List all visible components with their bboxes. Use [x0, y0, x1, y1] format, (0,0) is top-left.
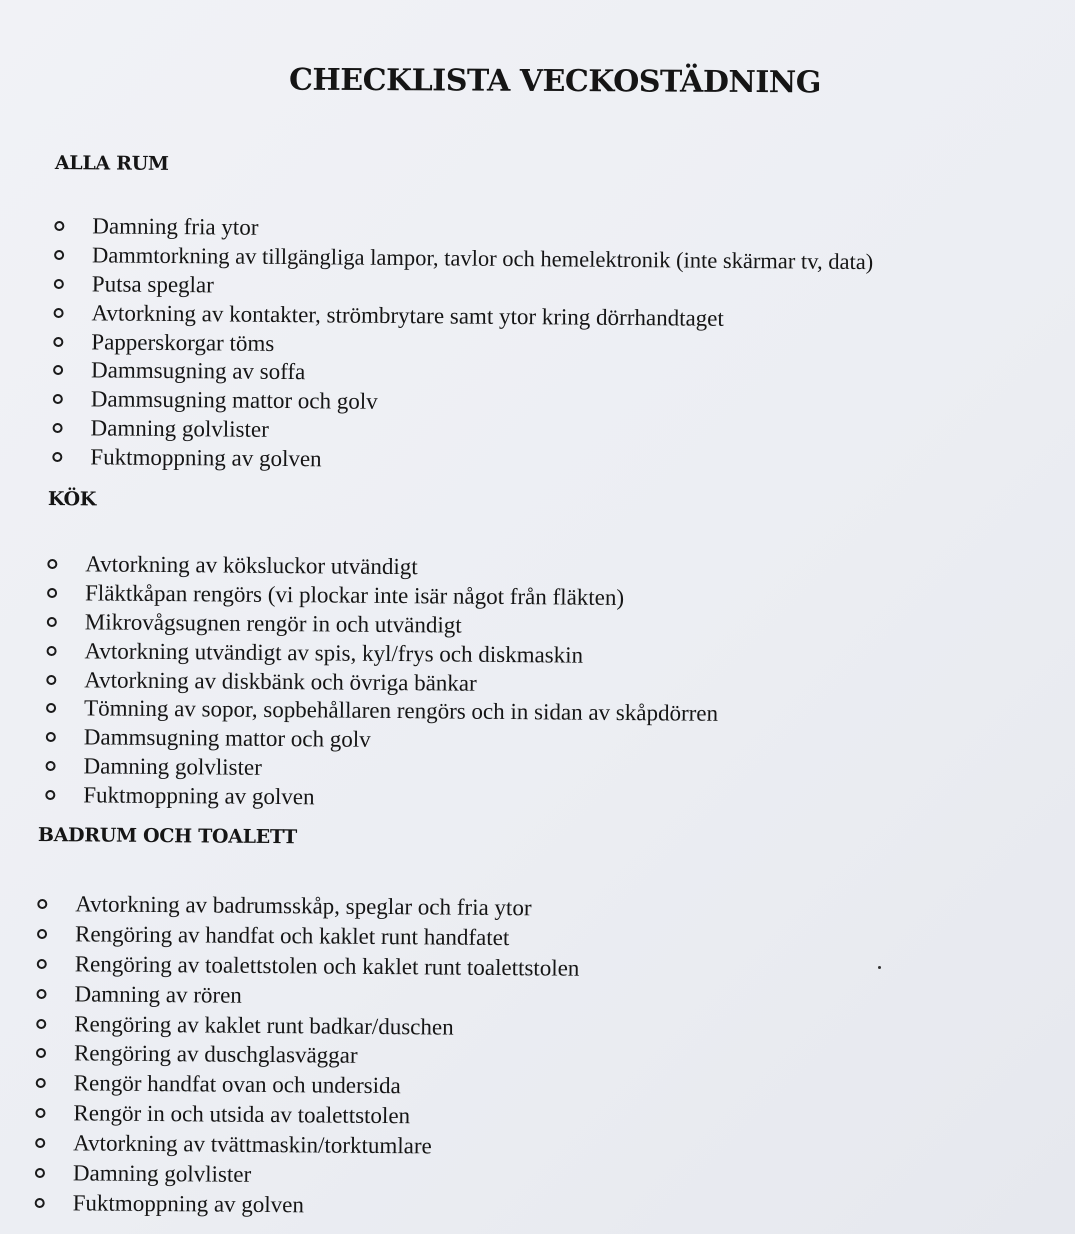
item-text: Damning golvlister [90, 415, 269, 442]
circle-bullet-icon [47, 588, 57, 598]
item-text: Fuktmoppning av golven [83, 782, 315, 810]
item-text: Damning golvlister [72, 1160, 252, 1187]
checklist-items [35, 889, 580, 1223]
item-text: Rengöring av kaklet runt badkar/duschen [74, 1010, 454, 1040]
circle-bullet-icon [37, 929, 47, 939]
list-item [35, 1188, 578, 1223]
circle-bullet-icon [46, 732, 56, 742]
checklist-items [45, 550, 719, 815]
circle-bullet-icon [35, 1138, 45, 1148]
item-text: Rengöring av toalettstolen och kaklet runt toalettstolen [74, 951, 580, 981]
section-heading: BADRUM OCH TOALETT [37, 824, 297, 849]
item-text: Dammsugning av soffa [90, 357, 306, 385]
paper-speck [878, 966, 881, 969]
item-text: Avtorkning av köksluckor utvändigt [85, 551, 418, 580]
item-text: Papperskorgar töms [91, 328, 275, 356]
circle-bullet-icon [37, 959, 47, 969]
circle-bullet-icon [54, 308, 64, 318]
circle-bullet-icon [52, 452, 62, 462]
circle-bullet-icon [47, 559, 57, 569]
circle-bullet-icon [36, 1018, 46, 1028]
circle-bullet-icon [46, 761, 56, 771]
circle-bullet-icon [36, 1048, 46, 1058]
circle-bullet-icon [46, 675, 56, 685]
circle-bullet-icon [54, 279, 64, 289]
section-badrum-och-toalett [35, 824, 581, 1223]
circle-bullet-icon [35, 1168, 45, 1178]
circle-bullet-icon [35, 1198, 45, 1208]
item-text: Avtorkning av kontakter, strömbrytare samt ytor kring dörrhandtaget [91, 300, 724, 331]
list-item [37, 949, 580, 984]
circle-bullet-icon [53, 337, 63, 347]
item-text: Avtorkning utvändigt av spis, kyl/frys och diskmaskin [84, 638, 584, 668]
circle-bullet-icon [54, 221, 64, 231]
item-text: Rengör handfat ovan och undersida [73, 1070, 401, 1099]
section-kok [45, 488, 720, 815]
item-text: Damning av rören [74, 980, 242, 1008]
circle-bullet-icon [45, 790, 55, 800]
circle-bullet-icon [53, 423, 63, 433]
item-text: Dammsugning mattor och golv [90, 386, 378, 414]
circle-bullet-icon [53, 365, 63, 375]
item-text: Rengöring av handfat och kaklet runt handfatet [74, 921, 510, 950]
list-item [37, 889, 580, 924]
circle-bullet-icon [47, 646, 57, 656]
list-item [35, 1128, 578, 1163]
section-alla-rum [52, 152, 874, 478]
circle-bullet-icon [47, 617, 57, 627]
item-text: Mikrovågsugnen rengör in och utvändigt [84, 609, 462, 638]
item-text: Putsa speglar [91, 271, 214, 298]
list-item [35, 1098, 578, 1133]
item-text: Fuktmoppning av golven [90, 444, 322, 472]
circle-bullet-icon [35, 1108, 45, 1118]
item-text: Fuktmoppning av golven [72, 1190, 305, 1218]
circle-bullet-icon [54, 250, 64, 260]
item-text: Damning fria ytor [92, 213, 259, 241]
item-text: Avtorkning av badrumsskåp, speglar och fria ytor [75, 891, 532, 921]
circle-bullet-icon [46, 703, 56, 713]
circle-bullet-icon [36, 1078, 46, 1088]
list-item [36, 1038, 579, 1073]
checklist-items [52, 212, 873, 478]
circle-bullet-icon [53, 394, 63, 404]
list-item [45, 780, 717, 815]
list-item [35, 1158, 578, 1193]
section-heading: ALLA RUM [54, 152, 169, 175]
item-text: Rengör in och utsida av toalettstolen [73, 1100, 411, 1129]
circle-bullet-icon [36, 989, 46, 999]
item-text: Avtorkning av diskbänk och övriga bänkar [84, 666, 477, 696]
item-text: Rengöring av duschglasväggar [73, 1040, 358, 1069]
item-text: Tömning av sopor, sopbehållaren rengörs och in sidan av skåpdörren [83, 695, 719, 727]
circle-bullet-icon [37, 899, 47, 909]
item-text: Avtorkning av tvättmaskin/torktumlare [73, 1130, 432, 1159]
item-text: Dammtorkning av tillgängliga lampor, tavlor och hemelektronik (inte skärmar tv, data) [91, 242, 874, 275]
section-heading: KÖK [47, 488, 97, 511]
list-item [37, 919, 580, 954]
item-text: Dammsugning mattor och golv [83, 724, 371, 752]
list-item [36, 1068, 579, 1103]
list-item [36, 1009, 579, 1044]
list-item [52, 442, 871, 478]
item-text: Damning golvlister [83, 753, 262, 780]
item-text: Fläktkåpan rengörs (vi plockar inte isär något från fläkten) [84, 580, 625, 611]
list-item [36, 979, 579, 1014]
page-title: CHECKLISTA VECKOSTÄDNING [289, 62, 821, 101]
